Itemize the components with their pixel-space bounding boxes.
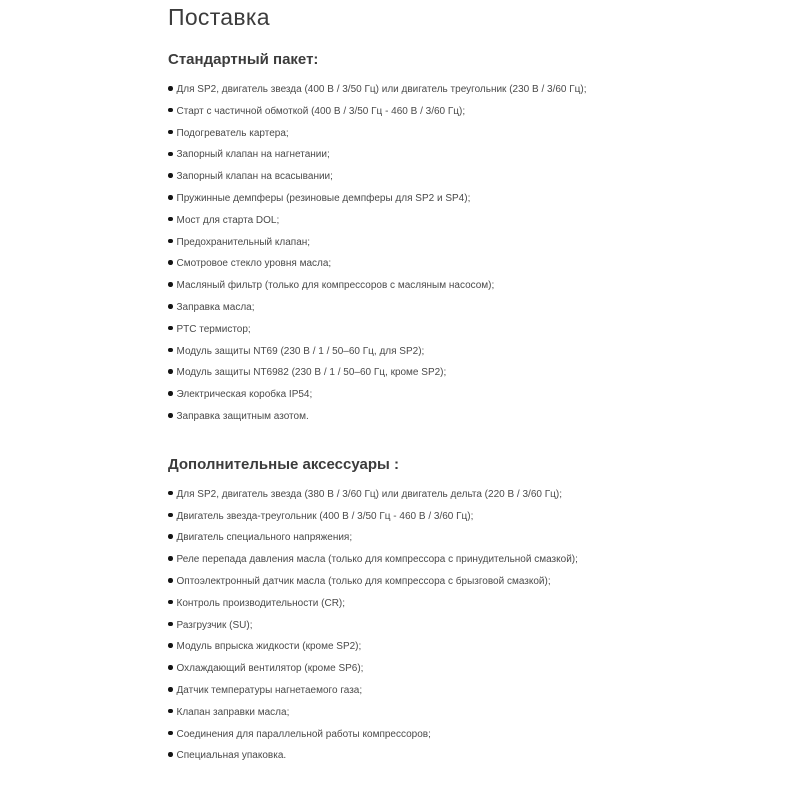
list-item-text: Оптоэлектронный датчик масла (только для компрессора с брызговой смазкой); [176, 575, 551, 587]
bullet-icon [168, 534, 173, 539]
list-item [168, 232, 728, 254]
list-item [168, 188, 728, 210]
bullet-icon [168, 348, 173, 353]
list-item [168, 384, 728, 406]
list-item [168, 79, 728, 101]
bullet-icon [168, 665, 173, 670]
bullet-icon [168, 709, 173, 714]
list-item [168, 593, 728, 615]
list-item-text: Запорный клапан на всасывании; [176, 171, 333, 183]
bullet-icon [168, 643, 173, 648]
list-item-text: Двигатель специального напряжения; [176, 532, 353, 544]
bullet-icon [168, 578, 173, 583]
list-item-text: Подогреватель картера; [176, 127, 289, 139]
list-item [168, 144, 728, 166]
list-item [168, 362, 728, 384]
list-item [168, 745, 728, 767]
bullet-icon [168, 752, 173, 757]
list-item-text: Датчик температуры нагнетаемого газа; [176, 684, 363, 696]
list-item-text: Заправка защитным азотом. [176, 410, 309, 422]
list-item-text: Запорный клапан на нагнетании; [176, 149, 330, 161]
bullet-icon [168, 130, 173, 135]
list-item [168, 724, 728, 746]
bullet-icon [168, 239, 173, 244]
list-item-text: PTC термистор; [176, 323, 251, 335]
list-item-text: Модуль защиты NT69 (230 В / 1 / 50–60 Гц, для SP2); [176, 345, 425, 357]
list-item [168, 702, 728, 724]
bullet-icon [168, 173, 173, 178]
bullet-icon [168, 108, 173, 113]
list-item [168, 297, 728, 319]
list-item-text: Для SP2, двигатель звезда (380 В / 3/60 Гц) или двигатель дельта (220 В / 3/60 Гц); [176, 488, 562, 500]
list-item-text: Модуль впрыска жидкости (кроме SP2); [176, 641, 362, 653]
list-item [168, 680, 728, 702]
document-content [168, 0, 728, 767]
bullet-icon [168, 687, 173, 692]
list-item [168, 406, 728, 428]
list-item-text: Предохранительный клапан; [176, 236, 311, 248]
list-item [168, 101, 728, 123]
bullet-icon [168, 491, 173, 496]
list-item [168, 166, 728, 188]
bullet-icon [168, 282, 173, 287]
bullet-icon [168, 217, 173, 222]
bullet-list [168, 484, 728, 767]
list-item [168, 341, 728, 363]
list-item-text: Заправка масла; [176, 301, 255, 313]
list-item [168, 484, 728, 506]
list-item [168, 658, 728, 680]
bullet-icon [168, 622, 173, 627]
list-item [168, 571, 728, 593]
list-item-text: Клапан заправки масла; [176, 706, 290, 718]
section-heading: Дополнительные аксессуары : [168, 455, 399, 473]
list-item-text: Соединения для параллельной работы компрессоров; [176, 728, 431, 740]
list-item-text: Модуль защиты NT6982 (230 В / 1 / 50–60 Гц, кроме SP2); [176, 367, 447, 379]
section-heading: Стандартный пакет: [168, 51, 319, 68]
list-item [168, 615, 728, 637]
bullet-list [168, 79, 728, 428]
bullet-icon [168, 556, 173, 561]
bullet-icon [168, 391, 173, 396]
list-item [168, 527, 728, 549]
list-item [168, 506, 728, 528]
bullet-icon [168, 304, 173, 309]
bullet-icon [168, 260, 173, 265]
page-title: Поставка [168, 4, 270, 30]
list-item-text: Охлаждающий вентилятор (кроме SP6); [176, 663, 364, 675]
bullet-icon [168, 195, 173, 200]
list-item [168, 210, 728, 232]
bullet-icon [168, 513, 173, 518]
list-item-text: Масляный фильтр (только для компрессоров с масляным насосом); [176, 280, 495, 292]
bullet-icon [168, 86, 173, 91]
bullet-icon [168, 369, 173, 374]
list-item-text: Для SP2, двигатель звезда (400 В / 3/50 Гц) или двигатель треугольник (230 В / 3/60 Гц); [176, 84, 587, 95]
list-item-text: Смотровое стекло уровня масла; [176, 258, 332, 270]
list-item-text: Специальная упаковка. [176, 750, 287, 762]
list-item-text: Разгрузчик (SU); [176, 619, 253, 631]
list-item [168, 253, 728, 275]
list-item-text: Реле перепада давления масла (только для компрессора с принудительной смазкой); [176, 554, 578, 566]
list-item-text: Электрическая коробка IP54; [176, 389, 313, 401]
list-item [168, 636, 728, 658]
bullet-icon [168, 600, 173, 605]
list-item-text: Двигатель звезда-треугольник (400 В / 3/50 Гц - 460 В / 3/60 Гц); [176, 510, 474, 522]
list-item [168, 549, 728, 571]
list-item-text: Контроль производительности (CR); [176, 597, 346, 609]
bullet-icon [168, 326, 173, 331]
bullet-icon [168, 731, 173, 736]
list-item [168, 123, 728, 145]
list-item [168, 275, 728, 297]
list-item-text: Старт с частичной обмоткой (400 В / 3/50 Гц - 460 В / 3/60 Гц); [176, 105, 466, 117]
bullet-icon [168, 152, 173, 157]
bullet-icon [168, 413, 173, 418]
list-item-text: Пружинные демпферы (резиновые демпферы для SP2 и SP4); [176, 192, 471, 204]
list-item-text: Мост для старта DOL; [176, 214, 280, 226]
list-item [168, 319, 728, 341]
sections-container [168, 51, 728, 767]
